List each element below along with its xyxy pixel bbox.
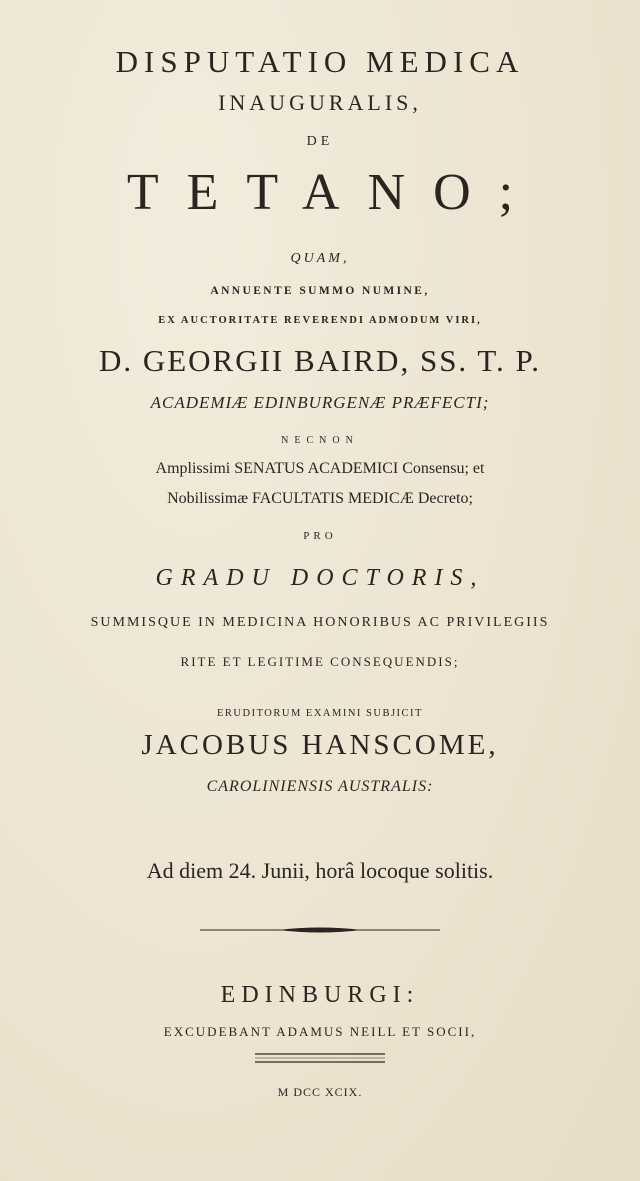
line-facultatis: Nobilissimæ FACULTATIS MEDICÆ Decreto; xyxy=(167,490,473,507)
title-tetano: TETANO; xyxy=(126,164,542,221)
line-rite: RITE ET LEGITIME CONSEQUENDIS; xyxy=(180,654,460,669)
line-senatus: Amplissimi SENATUS ACADEMICI Consensu; et xyxy=(155,460,485,477)
line-summisque: SUMMISQUE IN MEDICINA HONORIBUS AC PRIVILEGIIS xyxy=(90,615,550,630)
double-rule-ornament xyxy=(255,1050,385,1064)
line-ex-auctoritate: EX AUCTORITATE REVERENDI ADMODUM VIRI, xyxy=(158,315,482,326)
title-quam: QUAM, xyxy=(290,251,350,266)
rule-ornament xyxy=(200,925,440,935)
author-name: JACOBUS HANSCOME, xyxy=(141,729,499,761)
line-academiae: ACADEMIÆ EDINBURGENÆ PRÆFECTI; xyxy=(150,393,490,412)
line-georgii-baird: D. GEORGII BAIRD, SS. T. P. xyxy=(98,343,542,378)
imprint-year: M DCC XCIX. xyxy=(277,1085,363,1099)
line-eruditorum: ERUDITORUM EXAMINI SUBJICIT xyxy=(217,708,423,719)
author-origin: CAROLINIENSIS AUSTRALIS: xyxy=(206,778,434,795)
date-line: Ad diem 24. Junii, horâ locoque solitis. xyxy=(146,858,494,883)
line-pro: PRO xyxy=(303,530,337,542)
line-annuente: ANNUENTE SUMMO NUMINE, xyxy=(210,285,430,297)
title-inauguralis: INAUGURALIS, xyxy=(218,90,422,115)
imprint-printer: EXCUDEBANT ADAMUS NEILL ET SOCII, xyxy=(163,1024,477,1039)
line-necnon: NECNON xyxy=(281,435,359,446)
title-de: DE xyxy=(306,134,334,149)
title-disputatio-medica: DISPUTATIO MEDICA xyxy=(115,44,525,79)
imprint-city: EDINBURGI: xyxy=(220,982,420,1008)
line-gradu-doctoris: GRADU DOCTORIS, xyxy=(155,565,485,591)
